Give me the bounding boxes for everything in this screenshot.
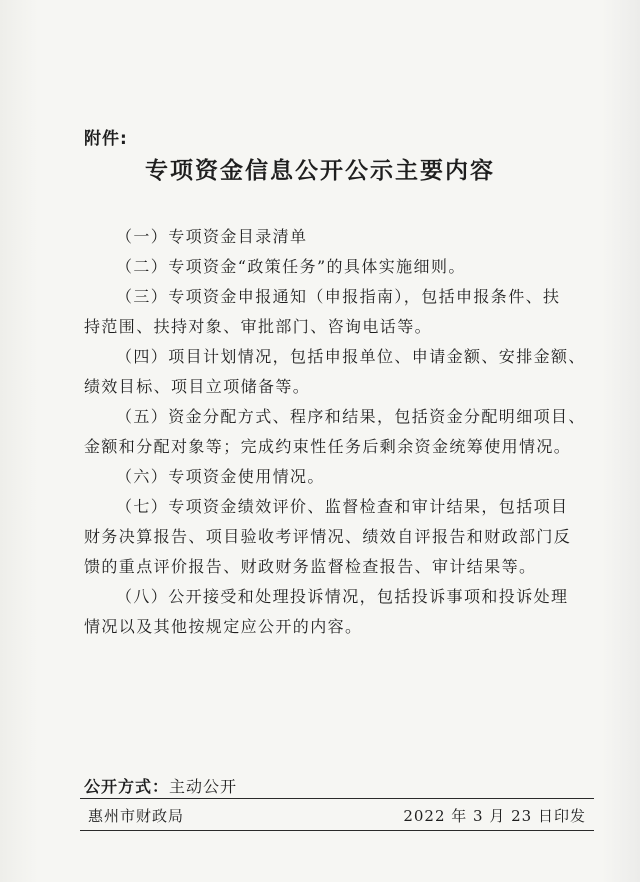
content-item xyxy=(84,582,594,642)
document-title: 专项资金信息公开公示主要内容 xyxy=(145,157,495,184)
content-item xyxy=(84,222,594,252)
content-item-line: （五）资金分配方式、程序和结果，包括资金分配明细项目、 xyxy=(116,407,586,426)
content-item-line: 情况以及其他按规定应公开的内容。 xyxy=(84,617,363,636)
content-item xyxy=(84,252,594,282)
content-item-line: 金额和分配对象等；完成约束性任务后剩余资金统筹使用情况。 xyxy=(84,437,572,456)
content-item-line: （六）专项资金使用情况。 xyxy=(116,467,325,486)
content-item-line: 持范围、扶持对象、审批部门、咨询电话等。 xyxy=(84,317,433,336)
content-item xyxy=(84,402,594,462)
public-mode-value: 主动公开 xyxy=(169,777,238,796)
content-item-line: （一）专项资金目录清单 xyxy=(116,227,308,246)
content-item-line: （八）公开接受和处理投诉情况，包括投诉事项和投诉处理 xyxy=(116,587,569,606)
public-mode-label: 公开方式： xyxy=(84,777,170,796)
content-item-line: 财务决算报告、项目验收考评情况、绩效自评报告和财政部门反 xyxy=(84,527,572,546)
content-item xyxy=(84,282,594,342)
content-list xyxy=(84,222,594,642)
footer-divider-bottom xyxy=(80,830,594,831)
content-item-line: 绩效目标、项目立项储备等。 xyxy=(84,377,311,396)
content-item xyxy=(84,342,594,402)
content-item xyxy=(84,492,594,582)
issuer: 惠州市财政局 xyxy=(88,807,185,825)
content-item-line: （七）专项资金绩效评价、监督检查和审计结果，包括项目 xyxy=(116,497,569,516)
footer-divider-top xyxy=(80,798,594,799)
content-item-line: （二）专项资金“政策任务”的具体实施细则。 xyxy=(116,257,466,276)
content-item xyxy=(84,462,594,492)
content-item-line: 馈的重点评价报告、财政财务监督检查报告、审计结果等。 xyxy=(84,557,537,576)
issue-date: 2022 年 3 月 23 日印发 xyxy=(403,807,586,825)
content-item-line: （三）专项资金申报通知（申报指南），包括申报条件、扶 xyxy=(116,287,561,306)
content-item-line: （四）项目计划情况，包括申报单位、申请金额、安排金额、 xyxy=(116,347,586,366)
attachment-label: 附件: xyxy=(84,129,128,149)
public-mode xyxy=(84,774,237,797)
